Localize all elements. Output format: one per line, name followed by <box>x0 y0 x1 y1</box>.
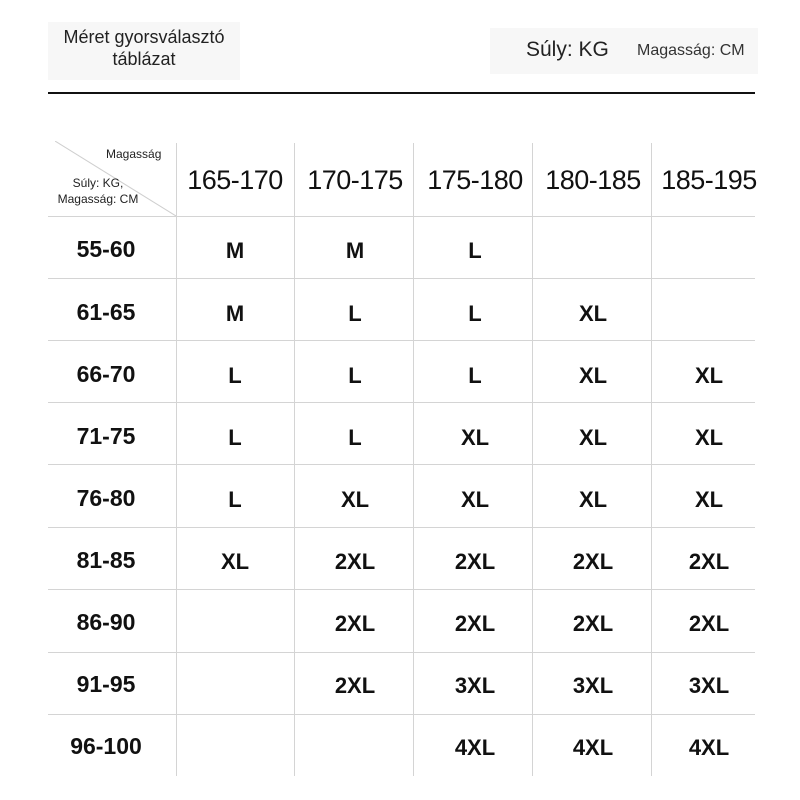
chart-title-line1: Méret gyorsválasztó <box>63 27 225 47</box>
size-cell: XL <box>460 487 490 512</box>
column-header: 170-175 <box>307 165 403 195</box>
row-divider <box>48 340 755 341</box>
size-cell: 4XL <box>572 735 614 760</box>
size-cell: 2XL <box>688 549 730 574</box>
corner-height-unit: Magasság: CM <box>57 192 139 206</box>
size-cell <box>176 733 294 763</box>
corner-weight-label <box>48 175 148 207</box>
row-header: 66-70 <box>76 361 136 387</box>
size-cell: XL <box>694 363 724 388</box>
size-cell: 2XL <box>334 549 376 574</box>
size-cell: XL <box>460 425 490 450</box>
row-header: 76-80 <box>76 485 136 511</box>
size-cell: 2XL <box>454 611 496 636</box>
size-cell <box>650 299 768 329</box>
column-header: 185-195 <box>661 165 757 195</box>
size-cell: 2XL <box>572 611 614 636</box>
header-row-divider <box>48 216 755 217</box>
column-header: 175-180 <box>427 165 523 195</box>
size-cell: 2XL <box>334 673 376 698</box>
row-header: 96-100 <box>70 733 142 759</box>
size-cell: XL <box>220 549 250 574</box>
size-cell: L <box>228 487 242 512</box>
size-cell: L <box>468 363 482 388</box>
corner-height-label: Magasság <box>106 147 162 161</box>
size-cell <box>176 671 294 701</box>
chart-title-box <box>48 22 240 80</box>
row-divider <box>48 652 755 653</box>
row-divider <box>48 589 755 590</box>
size-cell: M <box>225 301 245 326</box>
size-cell: XL <box>578 425 608 450</box>
size-cell: 2XL <box>454 549 496 574</box>
size-cell: L <box>228 363 242 388</box>
size-cell: 4XL <box>688 735 730 760</box>
size-cell: L <box>468 301 482 326</box>
size-cell: 3XL <box>454 673 496 698</box>
size-cell: XL <box>578 301 608 326</box>
unit-height-label: Magasság: CM <box>637 42 745 59</box>
column-header: 180-185 <box>545 165 641 195</box>
size-cell: XL <box>340 487 370 512</box>
unit-weight-label: Súly: KG <box>526 38 609 61</box>
header-divider <box>48 92 755 94</box>
size-cell: L <box>228 425 242 450</box>
size-cell: 3XL <box>572 673 614 698</box>
size-cell: XL <box>578 487 608 512</box>
size-cell: 3XL <box>688 673 730 698</box>
chart-title-line2: táblázat <box>112 49 176 69</box>
size-cell: M <box>225 238 245 263</box>
row-header: 55-60 <box>76 236 136 262</box>
size-cell: XL <box>578 363 608 388</box>
size-cell: XL <box>694 487 724 512</box>
column-header: 165-170 <box>187 165 283 195</box>
size-cell <box>650 236 768 266</box>
column-divider <box>294 143 295 776</box>
size-cell: 2XL <box>334 611 376 636</box>
size-cell: XL <box>694 425 724 450</box>
size-cell <box>534 236 652 266</box>
row-header: 91-95 <box>76 671 136 697</box>
row-divider <box>48 527 755 528</box>
size-cell: 2XL <box>688 611 730 636</box>
size-cell: 4XL <box>454 735 496 760</box>
row-header: 81-85 <box>76 547 136 573</box>
size-cell: L <box>348 363 362 388</box>
row-header: 86-90 <box>76 609 136 635</box>
size-cell: L <box>348 425 362 450</box>
corner-weight-unit: Súly: KG, <box>72 176 124 190</box>
size-cell: 2XL <box>572 549 614 574</box>
row-divider <box>48 464 755 465</box>
size-cell: L <box>468 238 482 263</box>
row-divider <box>48 714 755 715</box>
row-header: 71-75 <box>76 423 136 449</box>
row-divider <box>48 278 755 279</box>
size-cell: M <box>345 238 365 263</box>
units-box <box>490 28 758 74</box>
row-header: 61-65 <box>76 299 136 325</box>
size-cell: L <box>348 301 362 326</box>
size-cell <box>176 609 294 639</box>
row-divider <box>48 402 755 403</box>
size-cell <box>296 733 414 763</box>
